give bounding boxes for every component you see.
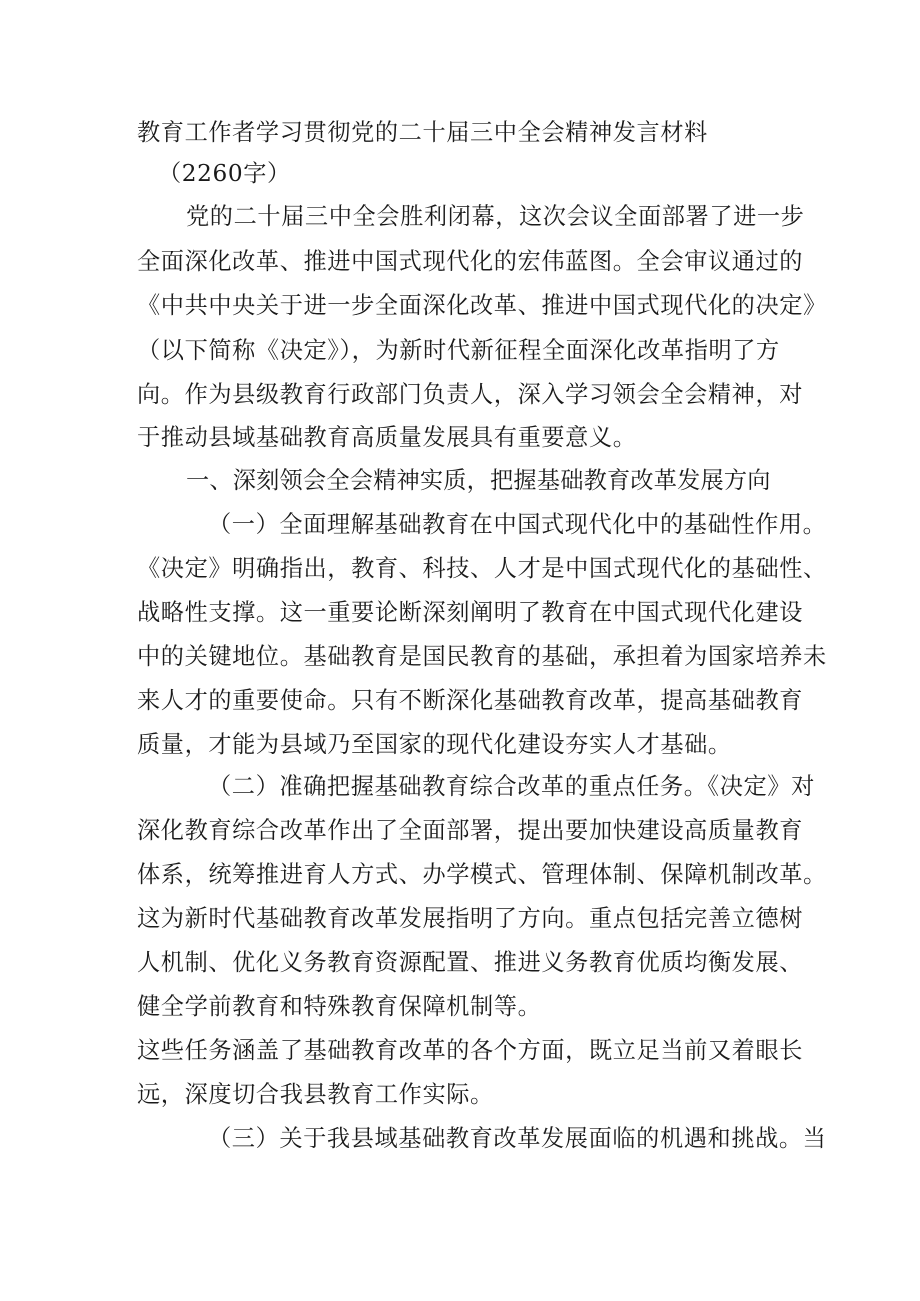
paragraph-line: 中的关键地位。基础教育是国民教育的基础，承担着为国家培养未 <box>137 643 827 670</box>
paragraph-line: 战略性支撑。这一重要论断深刻阐明了教育在中国式现代化建设 <box>137 599 804 626</box>
paragraph-line: 这为新时代基础教育改革发展指明了方向。重点包括完善立德树 <box>137 905 804 932</box>
paragraph-line: 健全学前教育和特殊教育保障机制等。 <box>137 993 542 1020</box>
paragraph-line: 这些任务涵盖了基础教育改革的各个方面，既立足当前又着眼长 <box>137 1037 804 1064</box>
paragraph-line: （以下简称《决定》），为新时代新征程全面深化改革指明了方 <box>137 337 780 364</box>
document-title: 教育工作者学习贯彻党的二十届三中全会精神发言材料 <box>137 119 708 146</box>
paragraph-line: 《决定》明确指出，教育、科技、人才是中国式现代化的基础性、 <box>137 555 827 582</box>
paragraph-line: （一）全面理解基础教育在中国式现代化中的基础性作用。 <box>208 511 827 538</box>
word-count: （2260字） <box>158 160 291 187</box>
paragraph-line: 党的二十届三中全会胜利闭幕，这次会议全面部署了进一步 <box>186 203 805 230</box>
paragraph-line: 人机制、优化义务教育资源配置、推进义务教育优质均衡发展、 <box>137 949 804 976</box>
paragraph-line: 体系，统筹推进育人方式、办学模式、管理体制、保障机制改革。 <box>137 861 827 888</box>
paragraph-line: 深化教育综合改革作出了全面部署，提出要加快建设高质量教育 <box>137 817 804 844</box>
section-heading: 一、深刻领会全会精神实质，把握基础教育改革发展方向 <box>186 467 771 494</box>
paragraph-line: 于推动县域基础教育高质量发展具有重要意义。 <box>137 424 637 451</box>
paragraph-line: 全面深化改革、推进中国式现代化的宏伟蓝图。全会审议通过的 <box>137 248 804 275</box>
paragraph-line: （三）关于我县域基础教育改革发展面临的机遇和挑战。当 <box>208 1125 827 1152</box>
paragraph-line: 来人才的重要使命。只有不断深化基础教育改革，提高基础教育 <box>137 687 804 714</box>
paragraph-line: 《中共中央关于进一步全面深化改革、推进中国式现代化的决定》 <box>137 292 827 319</box>
paragraph-line: 向。作为县级教育行政部门负责人，深入学习领会全会精神，对 <box>137 381 804 408</box>
paragraph-line: 质量，才能为县域乃至国家的现代化建设夯实人才基础。 <box>137 731 732 758</box>
paragraph-line: （二）准确把握基础教育综合改革的重点任务。《决定》对 <box>208 773 815 800</box>
paragraph-line: 远，深度切合我县教育工作实际。 <box>137 1081 494 1108</box>
